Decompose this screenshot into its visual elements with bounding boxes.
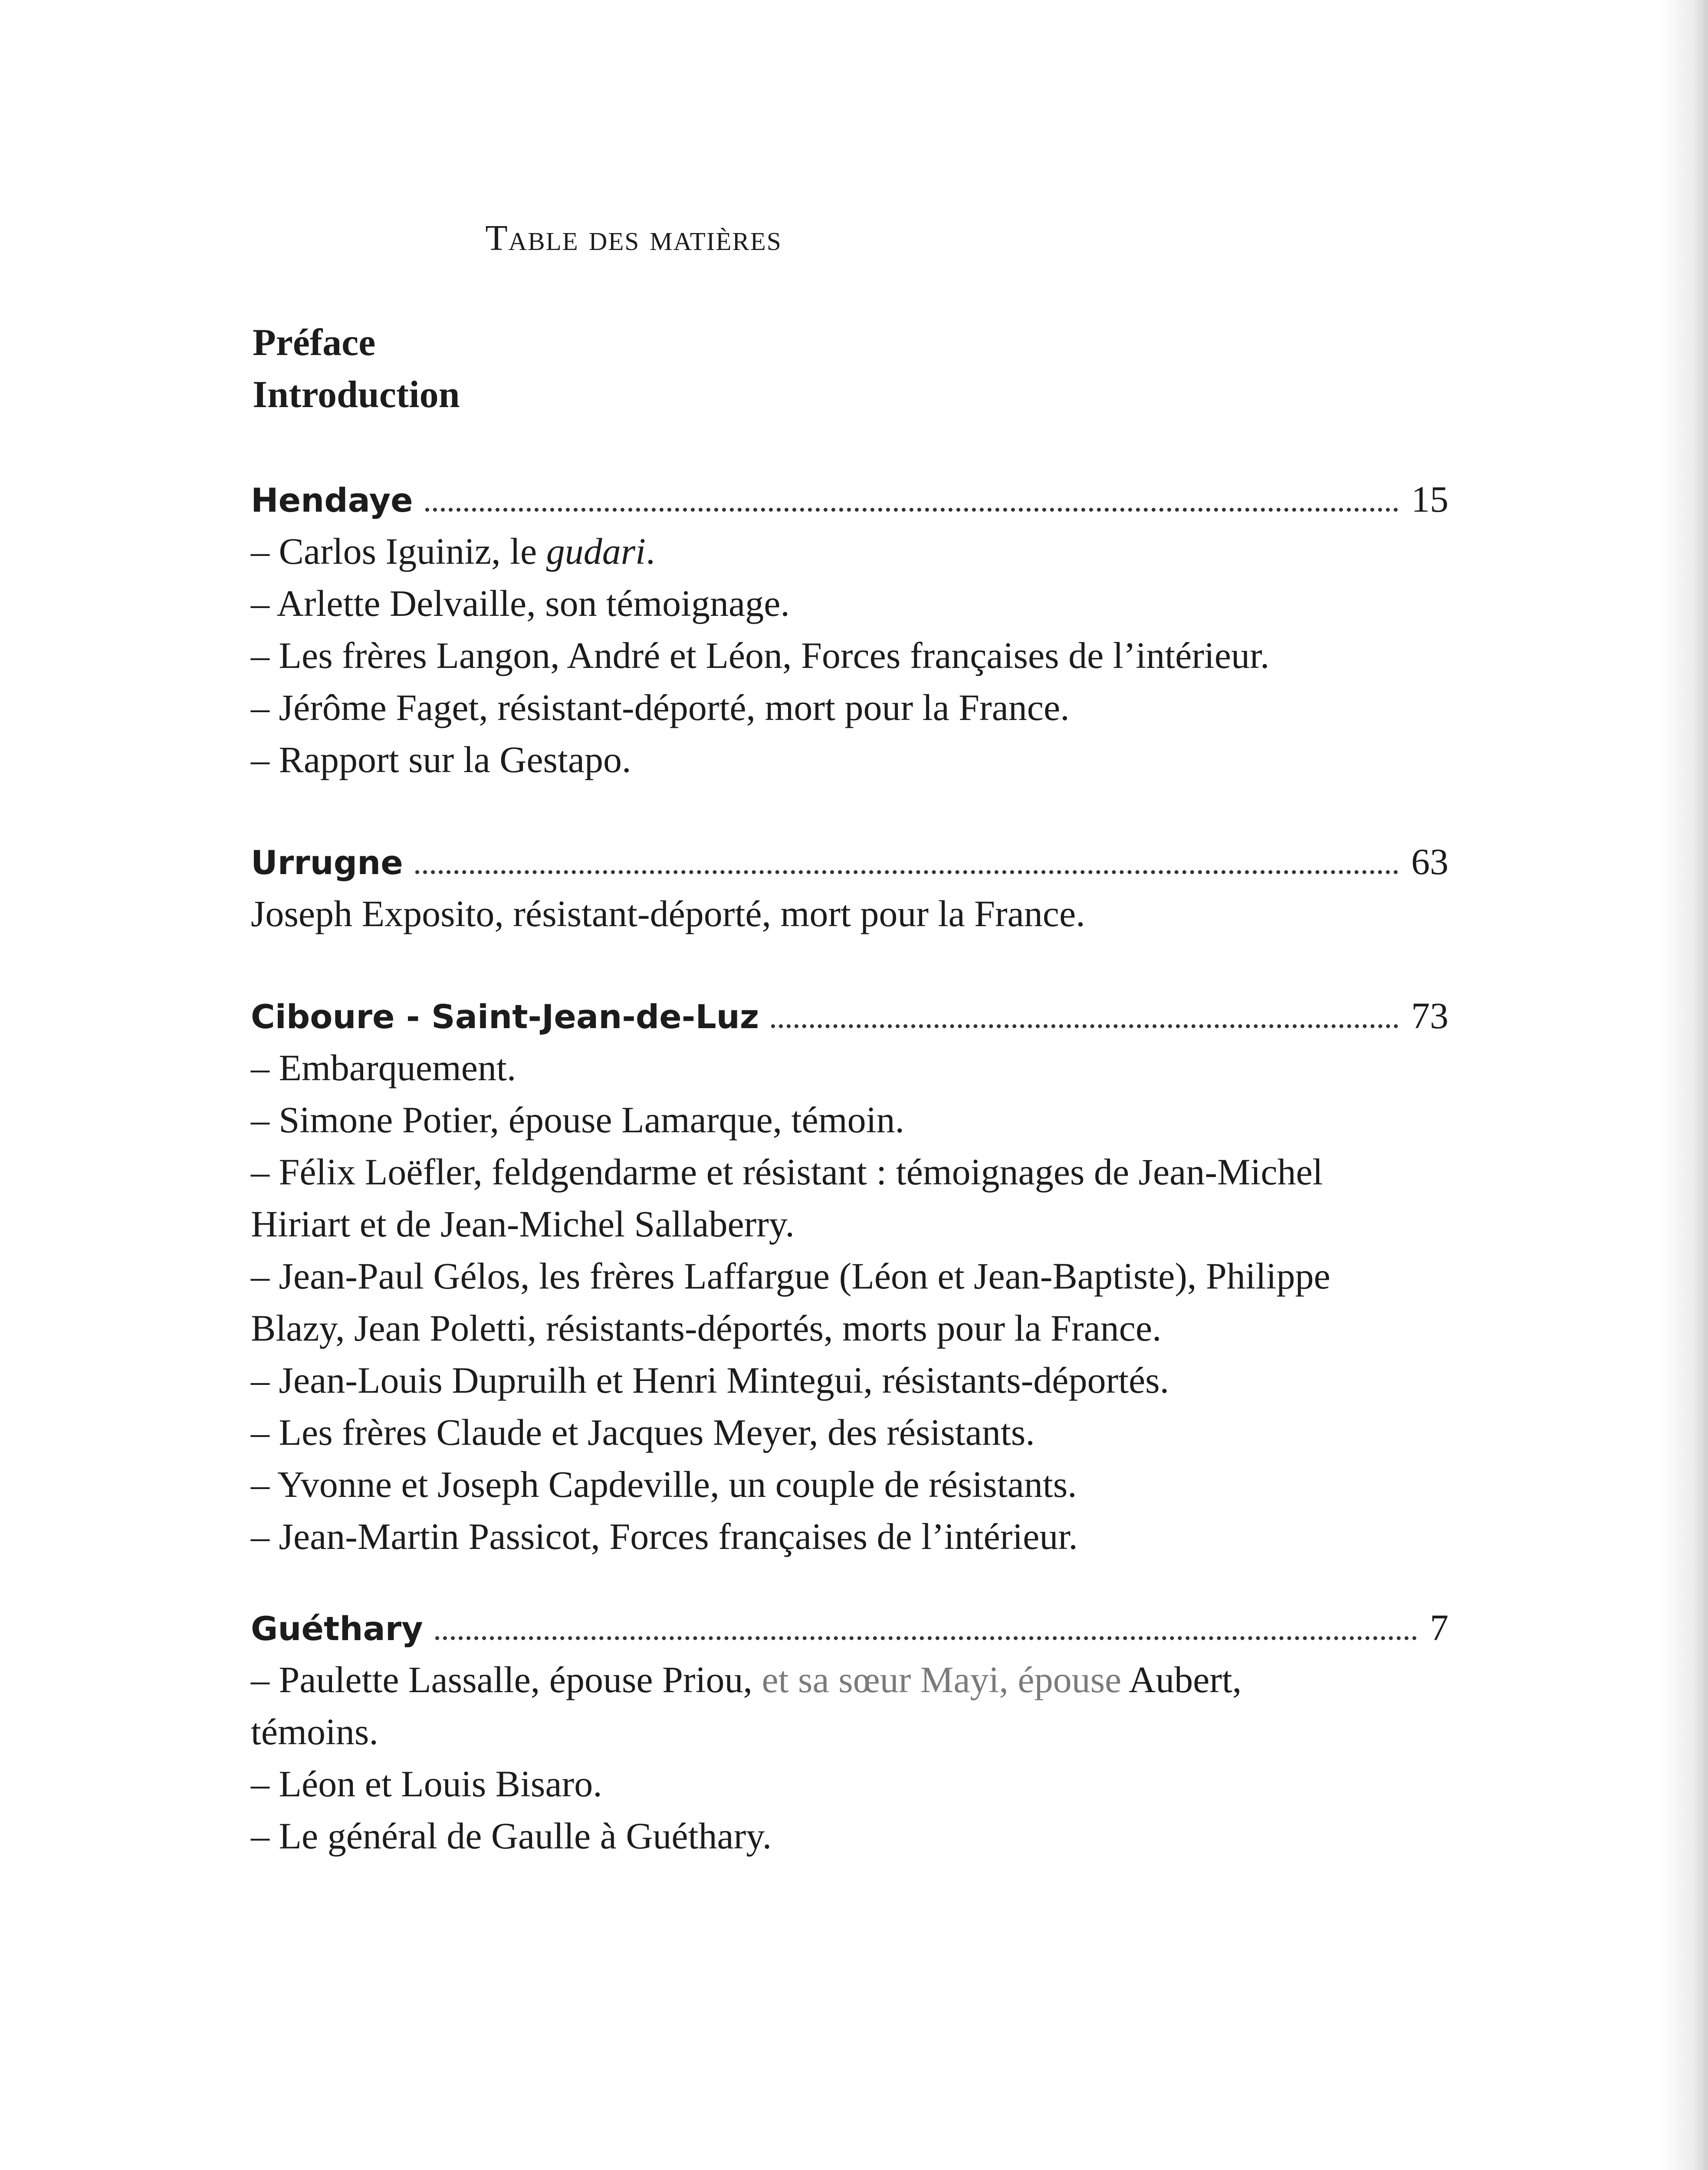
toc-section-header[interactable] — [251, 1601, 1449, 1654]
front-matter-list — [253, 317, 773, 421]
dot-leader — [771, 1024, 1398, 1028]
toc-entry: – Simone Potier, épouse Lamarque, témoin. — [251, 1099, 905, 1141]
toc-entry: Joseph Exposito, résistant-déporté, mort pour la France. — [251, 893, 1085, 934]
toc-entry: Blazy, Jean Poletti, résistants-déportés, morts pour la France. — [251, 1307, 1162, 1349]
toc-entry: – Jean-Louis Dupruilh et Henri Mintegui, résistants-déportés. — [251, 1359, 1169, 1401]
section-page-number: 73 — [1411, 995, 1449, 1036]
toc-entry: – Rapport sur la Gestapo. — [251, 739, 631, 780]
dot-leader — [435, 1636, 1417, 1640]
toc-entry: – Jean-Paul Gélos, les frères Laffargue (Léon et Jean-Baptiste), Philippe — [251, 1255, 1330, 1297]
dot-leader — [415, 870, 1398, 874]
toc-entry: – Jérôme Faget, résistant-déporté, mort pour la France. — [251, 687, 1070, 728]
section-page-number: 15 — [1411, 478, 1449, 520]
toc-entry: – Les frères Claude et Jacques Meyer, des résistants. — [251, 1411, 1035, 1453]
toc-section-ciboure — [251, 990, 1449, 1562]
front-matter-preface[interactable]: Préface — [253, 322, 376, 364]
section-name: Hendaye — [251, 481, 413, 519]
toc-section-header[interactable] — [251, 990, 1449, 1042]
toc-entry: – Les frères Langon, André et Léon, Forces françaises de l’intérieur. — [251, 635, 1270, 676]
toc-entry: – Jean-Martin Passicot, Forces françaises de l’intérieur. — [251, 1516, 1078, 1557]
toc-entry: – Embarquement. — [251, 1047, 516, 1088]
toc-section-header[interactable] — [251, 835, 1449, 888]
toc-entry: Hiriart et de Jean-Michel Sallaberry. — [251, 1203, 795, 1245]
front-matter-introduction[interactable]: Introduction — [253, 374, 460, 416]
dot-leader — [425, 508, 1398, 512]
toc-entry: – Léon et Louis Bisaro. — [251, 1763, 602, 1805]
toc-entry: – Paulette Lassalle, épouse Priou, et sa sœur Mayi, épouse Aubert, — [251, 1659, 1242, 1700]
section-page-number: 63 — [1411, 841, 1449, 882]
section-page-number: 7 — [1430, 1607, 1449, 1648]
toc-entry: – Arlette Delvaille, son témoignage. — [251, 582, 790, 624]
toc-section-header[interactable] — [251, 473, 1449, 525]
toc-entry: – Le général de Gaulle à Guéthary. — [251, 1815, 772, 1857]
page-title: Table des matières — [485, 218, 782, 258]
toc-entry: – Carlos Iguiniz, le gudari. — [251, 530, 655, 572]
section-name: Guéthary — [251, 1609, 423, 1648]
toc-entry: – Félix Loëfler, feldgendarme et résistant : témoignages de Jean-Michel — [251, 1151, 1323, 1193]
toc-entry: – Yvonne et Joseph Capdeville, un couple de résistants. — [251, 1463, 1077, 1505]
toc-entry: témoins. — [251, 1711, 378, 1752]
section-name: Ciboure - Saint-Jean-de-Luz — [251, 997, 759, 1036]
page-edge-shadow — [1660, 0, 1708, 2170]
toc-section-guethary — [251, 1601, 1449, 1862]
toc-section-urrugne — [251, 835, 1449, 940]
section-name: Urrugne — [251, 843, 403, 882]
toc-section-hendaye — [251, 473, 1449, 786]
